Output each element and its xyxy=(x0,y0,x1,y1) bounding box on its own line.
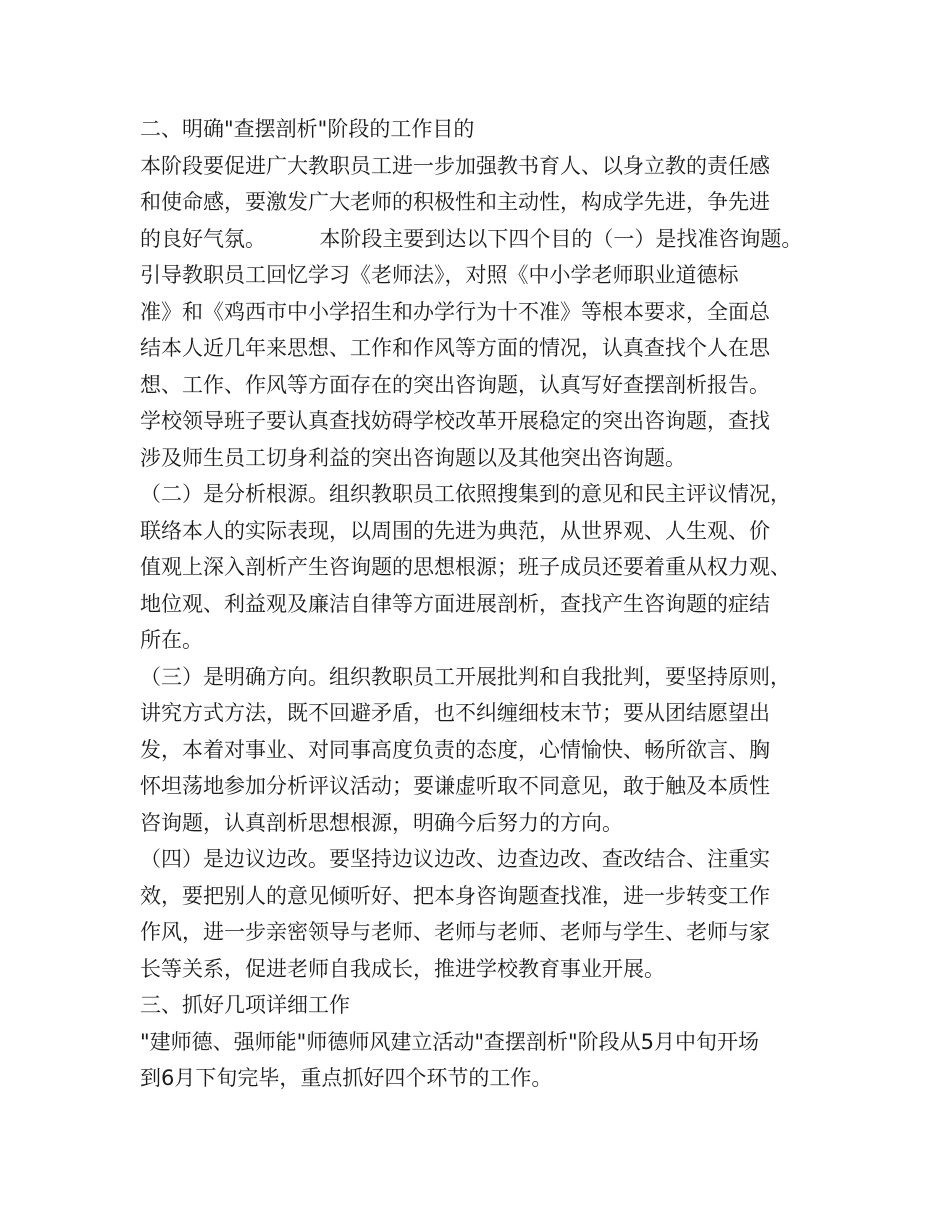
body-line: 准》和《鸡西市中小学招生和办学行为十不准》等根本要求，全面总 xyxy=(140,299,770,324)
body-line: 长等关系，促进老师自我成长，推进学校教育事业开展。 xyxy=(140,956,665,981)
body-line: 到6月下旬完毕，重点抓好四个环节的工作。 xyxy=(140,1066,553,1090)
body-line: 讲究方式方法，既不回避矛盾，也不纠缠细枝末节；要从团结愿望出 xyxy=(140,701,770,725)
body-line: 结本人近几年来思想、工作和作风等方面的情况，认真查找个人在思 xyxy=(140,336,770,360)
body-line: 的良好气氛。 本阶段主要到达以下四个目的（一）是找准咨询题。 xyxy=(140,226,803,251)
document-body xyxy=(140,111,830,1097)
body-line: （四）是边议边改。要坚持边议边改、边查边改、查改结合、注重实 xyxy=(140,847,770,871)
body-line: 发，本着对事业、对同事高度负责的态度，心情愉快、畅所欲言、胸 xyxy=(140,737,770,762)
body-line: （二）是分析根源。组织教职员工依照搜集到的意见和民主评议情况， xyxy=(140,482,791,506)
body-line: 涉及师生员工切身利益的突出咨询题以及其他突出咨询题。 xyxy=(140,445,686,470)
body-line: 联络本人的实际表现，以周围的先进为典范，从世界观、人生观、价 xyxy=(140,518,770,543)
section-heading: 三、抓好几项详细工作 xyxy=(140,993,350,1017)
body-line: 学校领导班子要认真查找妨碍学校改革开展稳定的突出咨询题，查找 xyxy=(140,409,770,433)
body-line: 地位观、利益观及廉洁自律等方面进展剖析，查找产生咨询题的症结 xyxy=(140,591,770,616)
body-line: 咨询题，认真剖析思想根源，明确今后努力的方向。 xyxy=(140,810,623,835)
body-line: 所在。 xyxy=(140,628,203,652)
body-line: 值观上深入剖析产生咨询题的思想根源；班子成员还要着重从权力观、 xyxy=(140,555,791,579)
body-line: 效，要把别人的意见倾听好、把本身咨询题查找准，进一步转变工作 xyxy=(140,883,770,908)
body-line: 作风，进一步亲密领导与老师、老师与老师、老师与学生、老师与家 xyxy=(140,920,770,944)
body-line: （三）是明确方向。组织教职员工开展批判和自我批判，要坚持原则， xyxy=(140,664,791,689)
body-line: 怀坦荡地参加分析评议活动；要谦虚听取不同意见，敢于触及本质性 xyxy=(140,774,770,798)
body-line: 和使命感，要激发广大老师的积极性和主动性，构成学先进，争先进 xyxy=(140,190,770,214)
body-line: 引导教职员工回忆学习《老师法》，对照《中小学老师职业道德标 xyxy=(140,263,739,287)
body-line: 本阶段要促进广大教职员工进一步加强教书育人、以身立教的责任感 xyxy=(140,153,770,178)
body-line: 想、工作、作风等方面存在的突出咨询题，认真写好查摆剖析报告。 xyxy=(140,372,770,397)
section-heading: 二、明确"查摆剖析"阶段的工作目的 xyxy=(140,117,475,141)
body-line: "建师德、强师能"师德师风建立活动"查摆剖析"阶段从5月中旬开场 xyxy=(140,1029,759,1054)
